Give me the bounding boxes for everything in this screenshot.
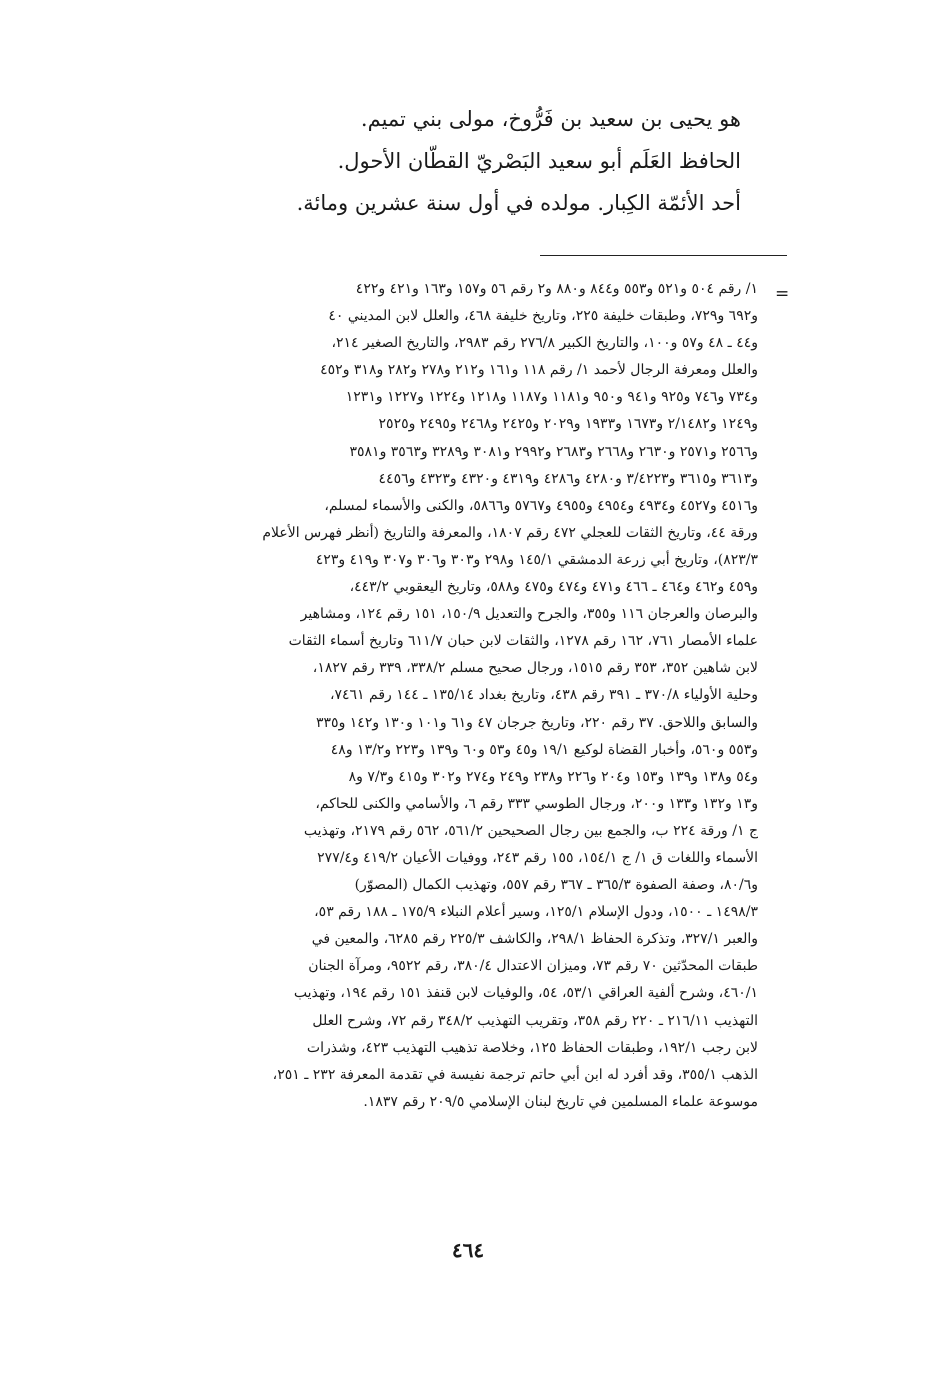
main-text	[181, 98, 741, 224]
footnote-line: والسابق واللاحق. ٣٧ رقم ٢٢٠، وتاريخ جرجان ٤٧ و٦١ و١٠١ و١٣٠ و١٤٢ و٣٣٥	[316, 714, 758, 731]
footnote-line: ورقة ٤٤، وتاريخ الثقات للعجلي ٤٧٢ رقم ١٨٠٧، والمعرفة والتاريخ (أنظر فهرس الأعلام	[262, 524, 758, 541]
footnote-line: و٨٠/٦، وصفة الصفوة ٣٦٥/٣ ـ ٣٦٧ رقم ٥٥٧، وتهذيب الكمال (المصوّر)	[354, 877, 758, 894]
footnote-line: و٤٥٩ و٤٦٢ و٤٦٤ ـ ٤٦٦ و٤٧١ و٤٧٤ و٤٧٥ و٥٨٨، وتاريخ اليعقوبي ٤٤٣/٢،	[349, 579, 758, 596]
footnote-line: و٧٣٤ و٧٤٦ و٩٢٥ و٩٤١ و٩٥٠ و١١٨١ و١١٨٧ و١٢١٨ و١٢٢٤ و١٢٢٧ و١٢٣١	[345, 389, 758, 406]
footnote-line: والعبر ٣٢٧/١، وتذكرة الحفاظ ٢٩٨/١، والكاشف ٢٢٥/٣ رقم ٦٢٨٥، والمعين في	[311, 931, 758, 948]
footnote-line: ١٤٩٨/٣ ـ ١٥٠٠، ودول الإسلام ١٢٥/١، وسير أعلام النبلاء ١٧٥/٩ ـ ١٨٨ رقم ٥٣،	[314, 904, 758, 921]
footnote-line: و٤٤ ـ ٤٨ و٥٧ و١٠٠، والتاريخ الكبير ٢٧٦/٨ رقم ٢٩٨٣، والتاريخ الصغير ٢١٤،	[331, 335, 758, 352]
main-text-line: هو يحيى بن سعيد بن فَرُّوخ، مولى بني تميم.	[360, 107, 741, 131]
footnote-line: و٤٥١٦ و٤٥٢٧ و٤٩٣٤ و٤٩٥٤ و٤٩٥٥ و٥٧٦٧ و٥٨٦٦، والكنى والأسماء لمسلم،	[324, 497, 758, 514]
footnote-line: الذهب ٣٥٥/١، وقد أفرد له ابن أبي حاتم ترجمة نفيسة في تقدمة المعرفة ٢٣٢ ـ ٢٥١،	[272, 1066, 758, 1083]
footnote-line: و١٢٤٩ و٢/١٤٨٢ و١٦٧٣ و١٩٣٣ و٢٠٢٩ و٢٤٢٥ و٢٤٦٨ و٢٤٩٥ و٢٥٢٥	[378, 416, 758, 433]
footnote-line: والبرصان والعرجان ١١٦ و٣٥٥، والجرح والتعديل ١٥٠/٩، ١٥١ رقم ١٢٤، ومشاهير	[300, 606, 758, 623]
footnote-line: وحلية الأولياء ٣٧٠/٨ ـ ٣٩١ رقم ٤٣٨، وتاريخ بغداد ١٣٥/١٤ ـ ١٤٤ رقم ٧٤٦١،	[329, 687, 758, 704]
footnote-line: و١٣ و١٣٢ و١٣٣ و٢٠٠، ورجال الطوسي ٣٣٣ رقم ٦، والأسامي والكنى للحاكم،	[315, 795, 758, 812]
footnote-line: لابن رجب ١٩٢/١، وطبقات الحفاظ ١٢٥، وخلاصة تذهيب التهذيب ٤٢٣، وشذرات	[306, 1039, 758, 1056]
footnote-line: و٦٩٢ و٧٢٩، وطبقات خليفة ٢٢٥، وتاريخ خليفة ٤٦٨، والعلل لابن المديني ٤٠	[328, 308, 758, 325]
footnote-line: لابن شاهين ٣٥٢، ٣٥٣ رقم ١٥١٥، ورجال صحيح مسلم ٣٣٨/٢، ٣٣٩ رقم ١٨٢٧،	[312, 660, 758, 677]
footnote-line: طبقات المحدّثين ٧٠ رقم ٧٣، وميزان الاعتدال ٣٨٠/٤، رقم ٩٥٢٢، ومرآة الجنان	[308, 958, 758, 975]
footnote-line: ٨٢٣/٣)، وتاريخ أبي زرعة الدمشقي ١٤٥/١ و٢٩٨ و٣٠٣ و٣٠٦ و٣٠٧ و٤١٩ و٤٢٣	[315, 551, 758, 568]
main-text-line: الحافظ العَلَم أبو سعيد البَصْريّ القطّان الأحول.	[337, 149, 741, 173]
footnote-block	[98, 276, 758, 1116]
footnote-line: و٥٥٣ و٥٦٠، وأخبار القضاة لوكيع ١٩/١ و٤٥ و٥٣ و٦٠ و١٣٩ و٢٢٣ و١٣/٢ و٤٨	[330, 741, 758, 758]
footnote-line: ١/ رقم ٥٠٤ و٥٢١ و٥٥٣ و٨٤٤ و٨٨٠ و٢ رقم ٥٦ و١٥٧ و١٦٣ و٤٢١ و٤٢٢	[355, 281, 758, 297]
main-text-line: أحد الأئمّة الكِبار. مولده في أول سنة عشرين ومائة.	[296, 191, 741, 215]
footnote-separator	[540, 255, 787, 256]
footnote-line: علماء الأمصار ٧٦١، ١٦٢ رقم ١٢٧٨، والثقات لابن حبان ٦١١/٧ وتاريخ أسماء الثقات	[288, 633, 758, 650]
footnote-line: و٢٥٦٦ و٢٥٧١ و٢٦٣٠ و٢٦٦٨ و٢٦٨٣ و٢٩٩٢ و٣٠٨١ و٣٢٨٩ و٣٥٦٣ و٣٥٨١	[349, 443, 758, 460]
footnote-line: موسوعة علماء المسلمين في تاريخ لبنان الإسلامي ٢٠٩/٥ رقم ١٨٣٧.	[363, 1093, 758, 1110]
footnote-line: والعلل ومعرفة الرجال لأحمد ١/ رقم ١١٨ و١٦١ و٢١٢ و٢٧٨ و٢٨٢ و٣١٨ و٤٥٢	[320, 362, 758, 379]
footnote-line: ج ١/ ورقة ٢٢٤ ب، والجمع بين رجال الصحيحين ٥٦١/٢، ٥٦٢ رقم ٢١٧٩، وتهذيب	[303, 822, 758, 839]
footnote-line: و٥٤ و١٣٨ و١٣٩ و١٥٣ و٢٠٤ و٢٢٦ و٢٣٨ و٢٤٩ و٢٧٤ و٣٠٢ و٤١٥ و٧/٣ و٨	[348, 768, 758, 785]
footnote-line: ٤٦٠/١، وشرح ألفية العراقي ٥٣/١، ٥٤، والوفيات لابن قنفذ ١٥١ رقم ١٩٤، وتهذيب	[293, 985, 758, 1002]
footnote-line: الأسماء واللغات ق ١/ ج ١٥٤/١، ١٥٥ رقم ٢٤٣، ووفيات الأعيان ٤١٩/٢ و٢٧٧/٤	[317, 849, 758, 866]
footnote-line: التهذيب ٢١٦/١١ ـ ٢٢٠ رقم ٣٥٨، وتقريب التهذيب ٣٤٨/٢ رقم ٧٢، وشرح العلل	[312, 1012, 758, 1029]
page-number: ٤٦٤	[451, 1238, 485, 1262]
footnote-continuation-marker: =	[775, 284, 790, 304]
footnote-line: و٣٦١٣ و٣٦١٥ و٣/٤٢٢٣ و٤٢٨٠ و٤٢٨٦ و٤٣١٩ و٤٣٢٠ و٤٣٢٣ و٤٤٥٦	[378, 470, 758, 487]
